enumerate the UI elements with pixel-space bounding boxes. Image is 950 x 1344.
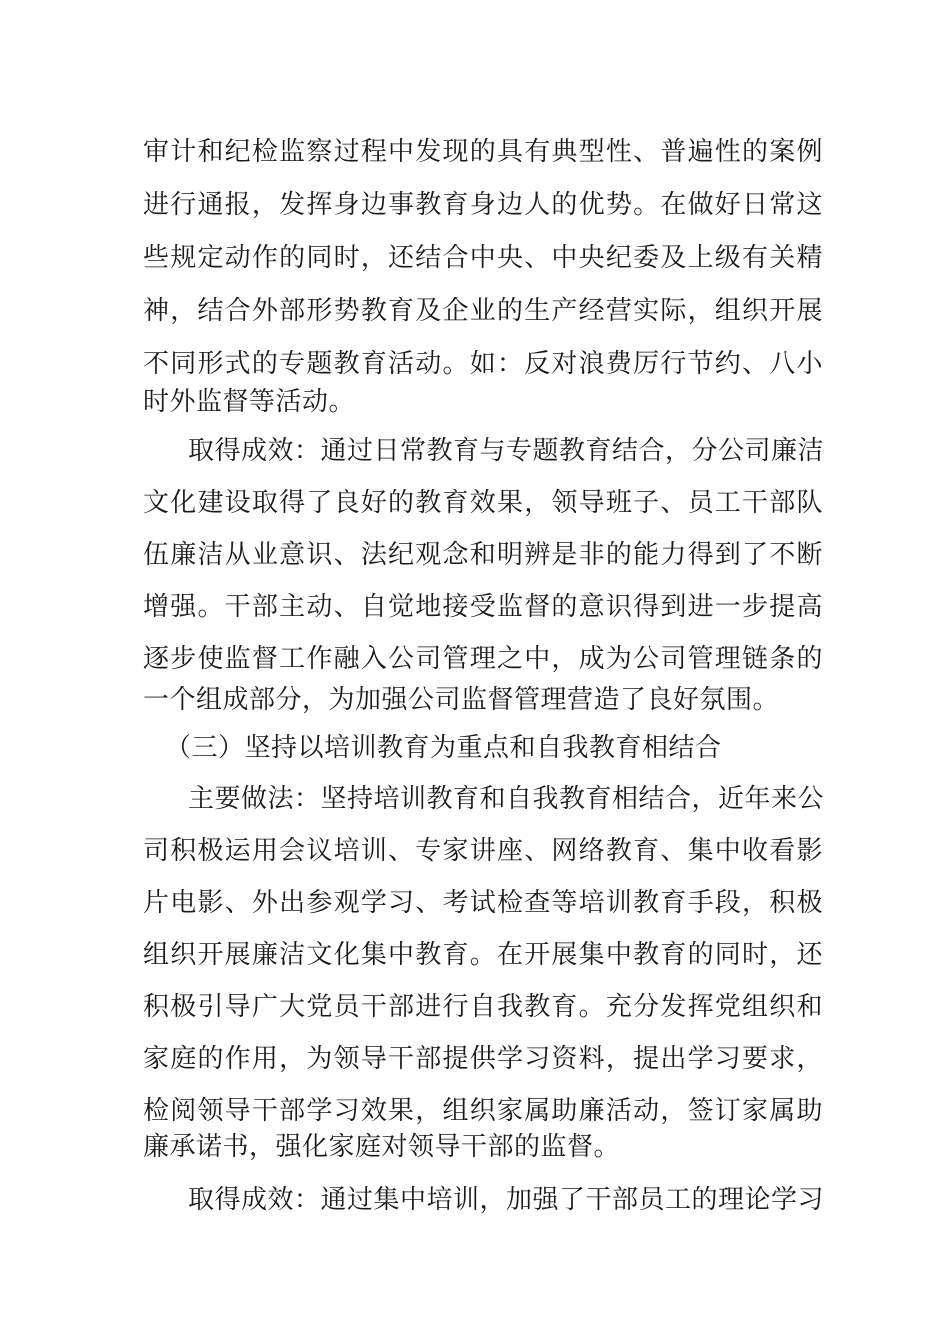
text-line: 进行通报，发挥身边事教育身边人的优势。在做好日常这 <box>143 190 823 220</box>
text-line: 检阅领导干部学习效果，组织家属助廉活动，签订家属助 <box>143 1096 823 1126</box>
text-line: 组织开展廉洁文化集中教育。在开展集中教育的同时，还 <box>143 940 823 970</box>
text-line: 积极引导广大党员干部进行自我教育。充分发挥党组织和 <box>143 992 823 1022</box>
text-line: 逐步使监督工作融入公司管理之中，成为公司管理链条的 <box>143 644 823 674</box>
text-line: 伍廉洁从业意识、法纪观念和明辨是非的能力得到了不断 <box>143 540 823 570</box>
text-line: 审计和纪检监察过程中发现的具有典型性、普遍性的案例 <box>143 137 823 167</box>
text-line: 些规定动作的同时，还结合中央、中央纪委及上级有关精 <box>143 243 823 273</box>
section-heading: （三）坚持以培训教育为重点和自我教育相结合 <box>165 733 722 763</box>
text-line: 家庭的作用，为领导干部提供学习资料，提出学习要求， <box>143 1044 823 1074</box>
text-line: 增强。干部主动、自觉地接受监督的意识得到进一步提高 <box>143 592 823 622</box>
text-line: 时外监督等活动。 <box>143 387 356 417</box>
text-line: 一个组成部分，为加强公司监督管理营造了良好氛围。 <box>143 685 780 715</box>
text-line: 文化建设取得了良好的教育效果，领导班子、员工干部队 <box>143 488 823 518</box>
text-line: 神，结合外部形势教育及企业的生产经营实际，组织开展 <box>143 296 823 326</box>
paragraph-first-line: 主要做法：坚持培训教育和自我教育相结合，近年来公 <box>188 784 825 814</box>
paragraph-first-line: 取得成效：通过集中培训，加强了干部员工的理论学习 <box>188 1185 825 1215</box>
paragraph-first-line: 取得成效：通过日常教育与专题教育结合，分公司廉洁 <box>188 436 825 466</box>
text-line: 片电影、外出参观学习、考试检查等培训教育手段，积极 <box>143 888 823 918</box>
text-line: 司积极运用会议培训、专家讲座、网络教育、集中收看影 <box>143 836 823 866</box>
text-line: 廉承诺书，强化家庭对领导干部的监督。 <box>143 1132 621 1162</box>
text-line: 不同形式的专题教育活动。如：反对浪费厉行节约、八小 <box>143 349 823 379</box>
